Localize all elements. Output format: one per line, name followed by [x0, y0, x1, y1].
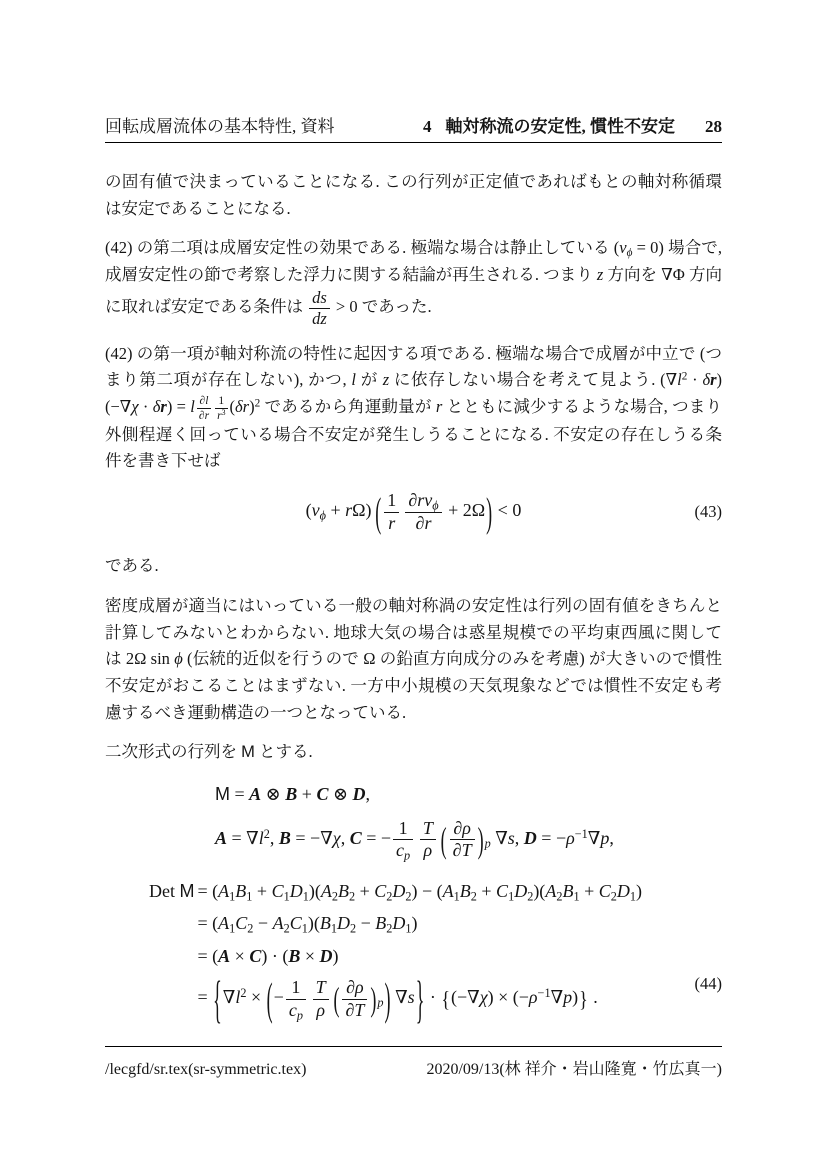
paragraph-density-stratification: 密度成層が適当にはいっている一般の軸対称渦の安定性は行列の固有値をきちんと計算してみないとわからない. 地球大気の場合は惑星規模での平均東西風に関しては 2Ω sin ϕ (伝統的近似を行うので Ω の鉛直方向成分のみを考慮) が大きいので慣性不安定がおこることはまずない. 一方中小規模の天気現象などでは慣性不安定も考慮するべき運動構造の一つとなっている.	[105, 595, 723, 722]
paragraph-second-term-stratification: (42) の第二項は成層安定性の効果である. 極端な場合は静止している $(v_\phi = 0)$ 場合で, 成層安定性の節で考察した浮力に関する結論が再生される. つまり z 方向を ∇Φ 方向に取れば安定である条件は $\frac{ds}{dz}$ > 0 であった.	[105, 238, 722, 328]
header-section-number: 4	[423, 117, 432, 136]
equation-44-line-rhs: = {$\nabla l^2$ × (− $\frac{1}{c_p}$ $\frac{T}{\rho}$ ( $\frac{\partial\rho}{\partial T}$ )$_p$) $\nabla s\} \cdot \{(-\nabla\chi) \times (-\rho^{-1}\nabla p)\}$ .	[197, 970, 598, 1029]
paragraph-quadratic-form-intro: 二次形式の行列を M とする.	[105, 742, 313, 762]
equation-44	[105, 880, 722, 1029]
paragraph-first-term-axisymmetric: (42) の第一項が軸対称流の特性に起因する項である. 極端な場合で成層が中立で (つまり第二項が存在しない), かつ, l が z に依存しない場合を考えて見よう. $(\nabla l^2 \cdot \delta r)(-\nabla\chi \cdot \delta r) = l$ $\frac{\partial l}{\partial r}$ $\frac{1}{r^3}$ $(\delta r)^2$ であるから角運動量が r とともに減少するような場合, つまり外側程遅く回っている場合不安定が発生しうることになる. 不安定の存在しうる条件を書き下せば	[105, 343, 723, 471]
equation-44-number: (44)	[694, 974, 722, 994]
header-page-number: 28	[705, 117, 722, 136]
footer-source-path: /lecgfd/sr.tex(sr-symmetric.tex)	[105, 1061, 307, 1078]
equation-44-line-lhs: Det M	[149, 880, 195, 901]
footer-row	[105, 1056, 722, 1079]
footer-rule	[105, 1046, 722, 1047]
equation-44-line-rhs: = (A × C) · (B × D)	[197, 945, 339, 966]
paragraph-dearu: である.	[105, 556, 159, 576]
header-rule	[105, 142, 722, 143]
equation-m-tensor-line: M = A ⊗ B + C ⊗ D,	[215, 784, 371, 805]
header-section	[423, 112, 722, 137]
page-header	[105, 112, 722, 137]
equation-matrix-definition	[215, 784, 722, 863]
equation-abcd-definition-line: $A = \nabla l^2$, B = −∇χ, C = − $\frac{1}{c_p}$ $\frac{T}{\rho}$ ( $\frac{\partial\rho}{\partial T}$ )$_p$ ∇s, $D = -\rho^{-1}\nabla p$,	[215, 817, 614, 863]
equation-44-lines	[149, 880, 642, 1029]
document-body	[105, 169, 723, 1029]
equation-44-line-rhs: = $(A_1C_2 - A_2C_1)(B_1D_2 - B_2D_1)$	[197, 913, 418, 936]
footer-date-authors: 2020/09/13(林 祥介・岩山隆寛・竹広真一)	[426, 1061, 722, 1078]
equation-43-body: $(v_\phi + r\Omega)$ ( $\frac{1}{r}$ $\frac{\partial rv_\phi}{\partial r}$ + 2Ω) < 0	[305, 489, 522, 536]
equation-43	[105, 489, 722, 536]
header-doc-title: 回転成層流体の基本特性, 資料	[105, 117, 335, 136]
equation-44-line-rhs: = $(A_1B_1 + C_1D_1)(A_2B_2 + C_2D_2) - (A_1B_2 + C_1D_2)(A_2B_1 + C_2D_1)$	[197, 880, 642, 903]
header-section-title: 軸対称流の安定性, 慣性不安定	[445, 117, 675, 136]
equation-43-number: (43)	[694, 502, 722, 522]
page-footer	[105, 1046, 722, 1079]
paragraph-eigenvalue-conclusion: の固有値で決まっていることになる. この行列が正定値であればもとの軸対称循環は安定であることになる.	[105, 172, 722, 218]
